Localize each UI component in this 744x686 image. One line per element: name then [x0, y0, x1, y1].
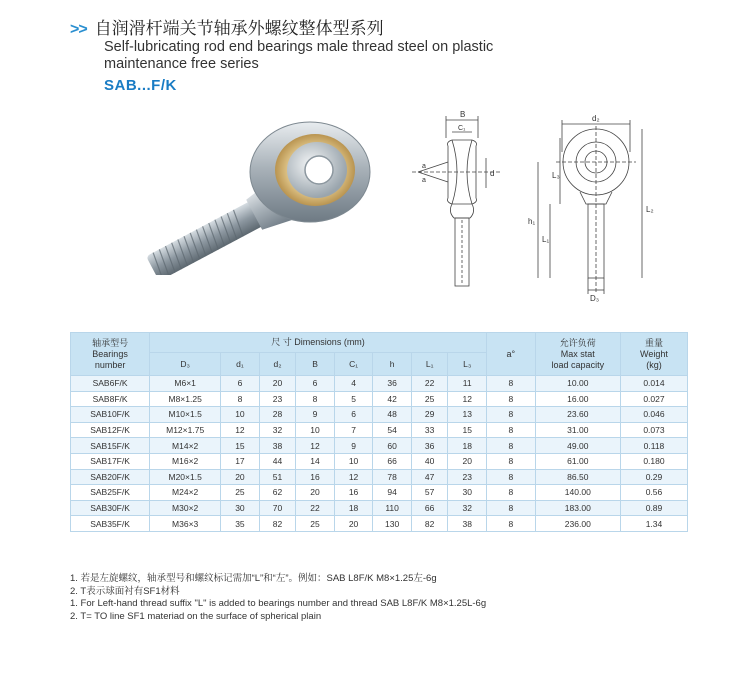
table-cell: 4 [334, 376, 373, 392]
table-cell: 22 [296, 500, 335, 516]
table-cell: 12 [334, 469, 373, 485]
table-cell: 10.00 [535, 376, 620, 392]
table-cell: 25 [221, 485, 260, 501]
table-cell: 0.027 [620, 391, 687, 407]
table-cell: 30 [448, 485, 487, 501]
table-cell: 82 [411, 516, 448, 532]
table-cell: 8 [486, 422, 535, 438]
table-cell: 0.014 [620, 376, 687, 392]
rod-end-photo [120, 110, 380, 275]
footnotes [70, 573, 486, 623]
note-2-en: 2. T= TO line SF1 materiad on the surface of spherical plain [70, 610, 322, 622]
table-cell: SAB30F/K [71, 500, 150, 516]
table-cell: 0.56 [620, 485, 687, 501]
col-h: h [373, 353, 412, 376]
table-row [71, 453, 688, 469]
table-cell: 38 [448, 516, 487, 532]
table-cell: 16 [334, 485, 373, 501]
table-cell: 18 [334, 500, 373, 516]
table-cell: 110 [373, 500, 412, 516]
note-1-cn: 1. 若是左旋螺纹，轴承型号和螺纹标记需加“L”和“左”。例如：SAB L8F/K M8×1.25左-6g [70, 573, 437, 584]
table-cell: 32 [259, 422, 296, 438]
table-cell: 17 [221, 453, 260, 469]
label-d2: d₂ [592, 114, 600, 123]
label-L2: L₂ [646, 205, 654, 214]
table-cell: 9 [296, 407, 335, 423]
table-cell: M20×1.5 [150, 469, 221, 485]
table-cell: 32 [448, 500, 487, 516]
front-view-diagram [520, 112, 660, 302]
table-cell: 12 [448, 391, 487, 407]
table-row [71, 485, 688, 501]
label-L1: L₁ [542, 235, 550, 244]
table-cell: 47 [411, 469, 448, 485]
table-cell: 6 [296, 376, 335, 392]
table-cell: 15 [448, 422, 487, 438]
table-cell: 20 [296, 485, 335, 501]
table-cell: 0.29 [620, 469, 687, 485]
table-cell: 6 [221, 376, 260, 392]
table-cell: 20 [448, 453, 487, 469]
table-row [71, 516, 688, 532]
table-row [71, 438, 688, 454]
table-row [71, 376, 688, 392]
table-cell: 23 [259, 391, 296, 407]
table-cell: 49.00 [535, 438, 620, 454]
table-cell: 20 [259, 376, 296, 392]
table-cell: 0.180 [620, 453, 687, 469]
label-B: B [460, 110, 466, 119]
col-L1: L₁ [411, 353, 448, 376]
table-cell: 16.00 [535, 391, 620, 407]
label-L3: L₃ [552, 171, 560, 180]
table-cell: 9 [334, 438, 373, 454]
table-cell: 8 [486, 516, 535, 532]
table-cell: 23 [448, 469, 487, 485]
table-cell: 66 [373, 453, 412, 469]
table-cell: 25 [296, 516, 335, 532]
table-cell: 8 [486, 438, 535, 454]
table-cell: 40 [411, 453, 448, 469]
table-row [71, 407, 688, 423]
label-D3: D₃ [590, 294, 600, 302]
col-C1: C₁ [334, 353, 373, 376]
table-cell: 8 [486, 500, 535, 516]
header-load: 允许负荷 Max stat load capacity [535, 333, 620, 376]
table-cell: 8 [486, 453, 535, 469]
table-cell: 0.89 [620, 500, 687, 516]
table-cell: 8 [221, 391, 260, 407]
table-cell: M10×1.5 [150, 407, 221, 423]
header-dimensions: 尺 寸 Dimensions (mm) [150, 333, 487, 353]
header-angle: a° [486, 333, 535, 376]
table-cell: 13 [448, 407, 487, 423]
table-cell: M24×2 [150, 485, 221, 501]
table-cell: 1.34 [620, 516, 687, 532]
table-cell: 10 [334, 453, 373, 469]
table-cell: 22 [411, 376, 448, 392]
table-cell: 48 [373, 407, 412, 423]
table-cell: 5 [334, 391, 373, 407]
table-cell: M6×1 [150, 376, 221, 392]
col-D3: D₃ [150, 353, 221, 376]
table-cell: 8 [486, 485, 535, 501]
col-B: B [296, 353, 335, 376]
table-cell: 0.046 [620, 407, 687, 423]
table-cell: M30×2 [150, 500, 221, 516]
double-arrow-icon: >> [70, 21, 87, 38]
table-cell: 94 [373, 485, 412, 501]
table-cell: 23.60 [535, 407, 620, 423]
table-cell: 31.00 [535, 422, 620, 438]
title-row [70, 14, 690, 39]
table-cell: M14×2 [150, 438, 221, 454]
table-cell: 12 [296, 438, 335, 454]
col-L3: L₃ [448, 353, 487, 376]
table-cell: 130 [373, 516, 412, 532]
table-cell: 66 [411, 500, 448, 516]
table-cell: SAB10F/K [71, 407, 150, 423]
label-d: d [490, 169, 495, 178]
table-cell: 10 [296, 422, 335, 438]
table-cell: M36×3 [150, 516, 221, 532]
table-cell: 35 [221, 516, 260, 532]
table-row [71, 391, 688, 407]
table-cell: 20 [334, 516, 373, 532]
table-cell: SAB25F/K [71, 485, 150, 501]
table-cell: 54 [373, 422, 412, 438]
table-row [71, 422, 688, 438]
table-cell: 57 [411, 485, 448, 501]
table-cell: 0.118 [620, 438, 687, 454]
header-model: 轴承型号 Bearings number [71, 333, 150, 376]
table-cell: 18 [448, 438, 487, 454]
table-cell: 8 [486, 469, 535, 485]
table-cell: M16×2 [150, 453, 221, 469]
table-cell: 61.00 [535, 453, 620, 469]
table-cell: 11 [448, 376, 487, 392]
header [70, 14, 690, 94]
table-cell: 36 [411, 438, 448, 454]
table-cell: 7 [334, 422, 373, 438]
page-title-cn: 自润滑杆端关节轴承外螺纹整体型系列 [94, 19, 384, 38]
table-cell: 0.073 [620, 422, 687, 438]
table-cell: 33 [411, 422, 448, 438]
table-cell: SAB6F/K [71, 376, 150, 392]
note-1-en: 1. For Left-hand thread suffix "L" is added to bearings number and thread SAB L8F/K M8×1.25L-6g [70, 598, 487, 609]
table-cell: 86.50 [535, 469, 620, 485]
table-cell: 38 [259, 438, 296, 454]
table-cell: 29 [411, 407, 448, 423]
table-cell: 8 [486, 376, 535, 392]
table-cell: 12 [221, 422, 260, 438]
table-cell: 62 [259, 485, 296, 501]
table-cell: 15 [221, 438, 260, 454]
label-a-bottom: a [422, 177, 426, 184]
table-cell: SAB12F/K [71, 422, 150, 438]
table-row [71, 500, 688, 516]
subtitle-line-2: maintenance free series [104, 56, 259, 72]
table-cell: 16 [296, 469, 335, 485]
table-cell: 140.00 [535, 485, 620, 501]
spec-table [70, 332, 688, 532]
table-cell: SAB17F/K [71, 453, 150, 469]
table-cell: 20 [221, 469, 260, 485]
table-cell: 70 [259, 500, 296, 516]
table-cell: 25 [411, 391, 448, 407]
table-cell: 236.00 [535, 516, 620, 532]
label-C1: C₁ [458, 125, 466, 132]
table-cell: M12×1.75 [150, 422, 221, 438]
table-cell: 8 [296, 391, 335, 407]
table-cell: 78 [373, 469, 412, 485]
section-view-diagram [408, 108, 508, 298]
label-h1: h₁ [528, 217, 536, 226]
table-row [71, 469, 688, 485]
table-cell: 51 [259, 469, 296, 485]
header-weight: 重量 Weight (kg) [620, 333, 687, 376]
table-cell: SAB20F/K [71, 469, 150, 485]
col-d1: d₁ [221, 353, 260, 376]
table-cell: 60 [373, 438, 412, 454]
table-cell: 42 [373, 391, 412, 407]
table-cell: 14 [296, 453, 335, 469]
series-code: SAB...F/K [104, 77, 177, 94]
table-cell: 44 [259, 453, 296, 469]
table-cell: 36 [373, 376, 412, 392]
table-cell: 8 [486, 391, 535, 407]
table-cell: SAB35F/K [71, 516, 150, 532]
note-2-cn: 2. T表示球面衬有SF1材料 [70, 585, 180, 597]
table-cell: M8×1.25 [150, 391, 221, 407]
table-cell: 28 [259, 407, 296, 423]
table-cell: 183.00 [535, 500, 620, 516]
table-cell: 82 [259, 516, 296, 532]
table-cell: 6 [334, 407, 373, 423]
col-d2: d₂ [259, 353, 296, 376]
table-cell: SAB15F/K [71, 438, 150, 454]
table-cell: 30 [221, 500, 260, 516]
table-cell: 8 [486, 407, 535, 423]
table-cell: 10 [221, 407, 260, 423]
table-cell: SAB8F/K [71, 391, 150, 407]
subtitle-line-1: Self-lubricating rod end bearings male thread steel on plastic [104, 39, 494, 55]
label-a-top: a [422, 163, 426, 170]
